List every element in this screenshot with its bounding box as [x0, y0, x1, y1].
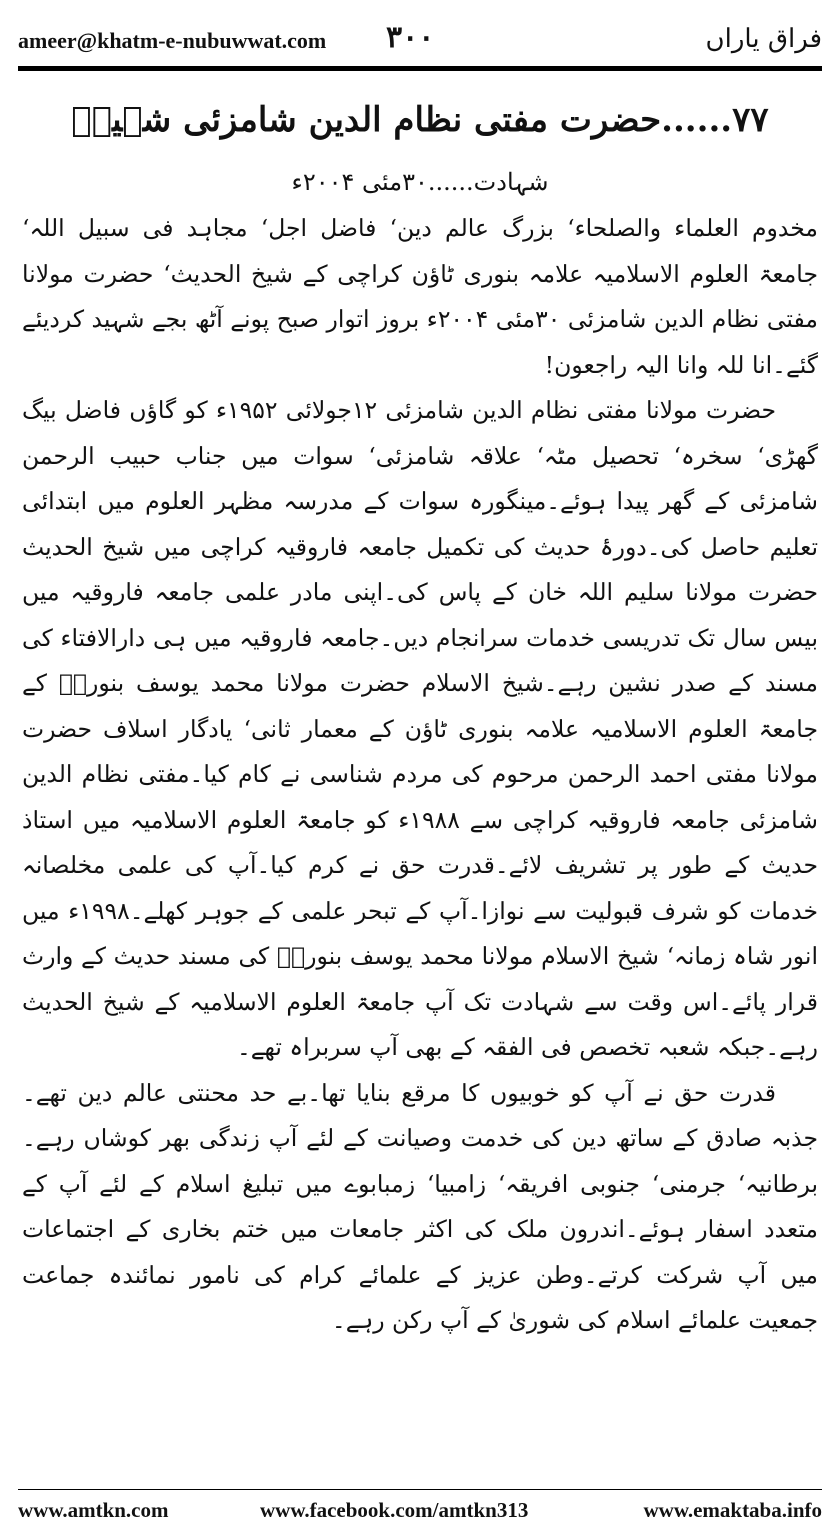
header-email[interactable]: ameer@khatm-e-nubuwwat.com: [18, 28, 327, 53]
page-header: [18, 20, 822, 64]
book-title: فراق یاراں: [705, 24, 822, 54]
page-footer: [18, 1494, 822, 1530]
paragraph-2: حضرت مولانا مفتی نظام الدین شامزئی ۱۲جولائی ۱۹۵۲ء کو گاؤں فاضل بیگ گھڑی‘ سخرہ‘ تحصیل مٹہ‘ علاقہ شامزئی‘ سوات میں جناب حبیب الرحمن شامزئی کے گھر پیدا ہوئے۔مینگورہ سوات کے مدرسہ مظہر العلوم میں ابتدائی تعلیم حاصل کی۔دورۂ حدیث کی تکمیل جامعہ فاروقیہ کراچی میں شیخ الحدیث حضرت مولانا سلیم اللہ خان کے پاس کی۔اپنی مادر علمی جامعہ فاروقیہ میں بیس سال تک تدریسی خدمات سرانجام دیں۔جامعہ فاروقیہ میں ہی دارالافتاء کی مسند کے صدر نشین رہے۔شیخ الاسلام حضرت مولانا محمد یوسف بنوریؒ کے جامعۃ العلوم الاسلامیہ علامہ بنوری ٹاؤن کے معمار ثانی‘ یادگار اسلاف حضرت مولانا مفتی احمد الرحمن مرحوم کی مردم شناسی نے کام کیا۔مفتی نظام الدین شامزئی جامعہ فاروقیہ کراچی سے ۱۹۸۸ء کو جامعۃ العلوم الاسلامیہ میں استاذ حدیث کے طور پر تشریف لائے۔قدرت حق نے کرم کیا۔آپ کی علمی مخلصانہ خدمات کو شرف قبولیت سے نوازا۔آپ کے تبحر علمی کے جوہر کھلے۔۱۹۹۸ء میں انور شاہ زمانہ‘ شیخ الاسلام مولانا محمد یوسف بنوریؒ کی مسند حدیث کے وارث قرار پائے۔اس وقت سے شہادت تک آپ جامعۃ العلوم الاسلامیہ کے شیخ الحدیث رہے۔جبکہ شعبہ تخصص فی الفقہ کے بھی آپ سربراہ تھے۔: [22, 396, 818, 1061]
article-subtitle: شہادت......۳۰مئی ۲۰۰۴ء: [291, 168, 549, 196]
paragraph-3: قدرت حق نے آپ کو خوبیوں کا مرقع بنایا تھا۔بے حد محنتی عالم دین تھے۔جذبہ صادق کے ساتھ دین کی خدمت وصیانت کے لئے آپ زندگی بھر کوشاں رہے۔برطانیہ‘ جرمنی‘ جنوبی افریقہ‘ زامبیا‘ زمبابوے میں تبلیغ اسلام کے لئے آپ کے متعدد اسفار ہوئے۔اندرون ملک کی اکثر جامعات میں ختم بخاری کے اجتماعات میں آپ شرکت کرتے۔وطن عزیز کے علمائے کرام کی نامور نمائندہ جماعت جمعیت علمائے اسلام کی شوریٰ کے آپ رکن رہے۔: [22, 1078, 818, 1334]
article-title: ۷۷......حضرت مفتی نظام الدین شامزئی شہیدؒ: [71, 100, 769, 140]
page-number: ۳۰۰: [386, 20, 435, 55]
paragraph-1: مخدوم العلماء والصلحاء‘ بزرگ عالم دین‘ فاضل اجل‘ مجاہد فی سبیل اللہ‘ جامعۃ العلوم الاسلامیہ علامہ بنوری ٹاؤن کراچی کے شیخ الحدیث‘ حضرت مولانا مفتی نظام الدین شامزئی ۳۰مئی ۲۰۰۴ء بروز اتوار صبح پونے آٹھ بجے شہید کردیئے گئے۔انا للہ وانا الیہ راجعون!: [22, 214, 818, 379]
footer-rule: [18, 1489, 822, 1490]
footer-link-amtkn[interactable]: www.amtkn.com: [18, 1498, 169, 1522]
footer-link-emaktaba[interactable]: www.emaktaba.info: [643, 1498, 822, 1522]
footer-link-facebook[interactable]: www.facebook.com/amtkn313: [260, 1498, 529, 1522]
article-body: [22, 206, 818, 1344]
header-rule: [18, 66, 822, 71]
